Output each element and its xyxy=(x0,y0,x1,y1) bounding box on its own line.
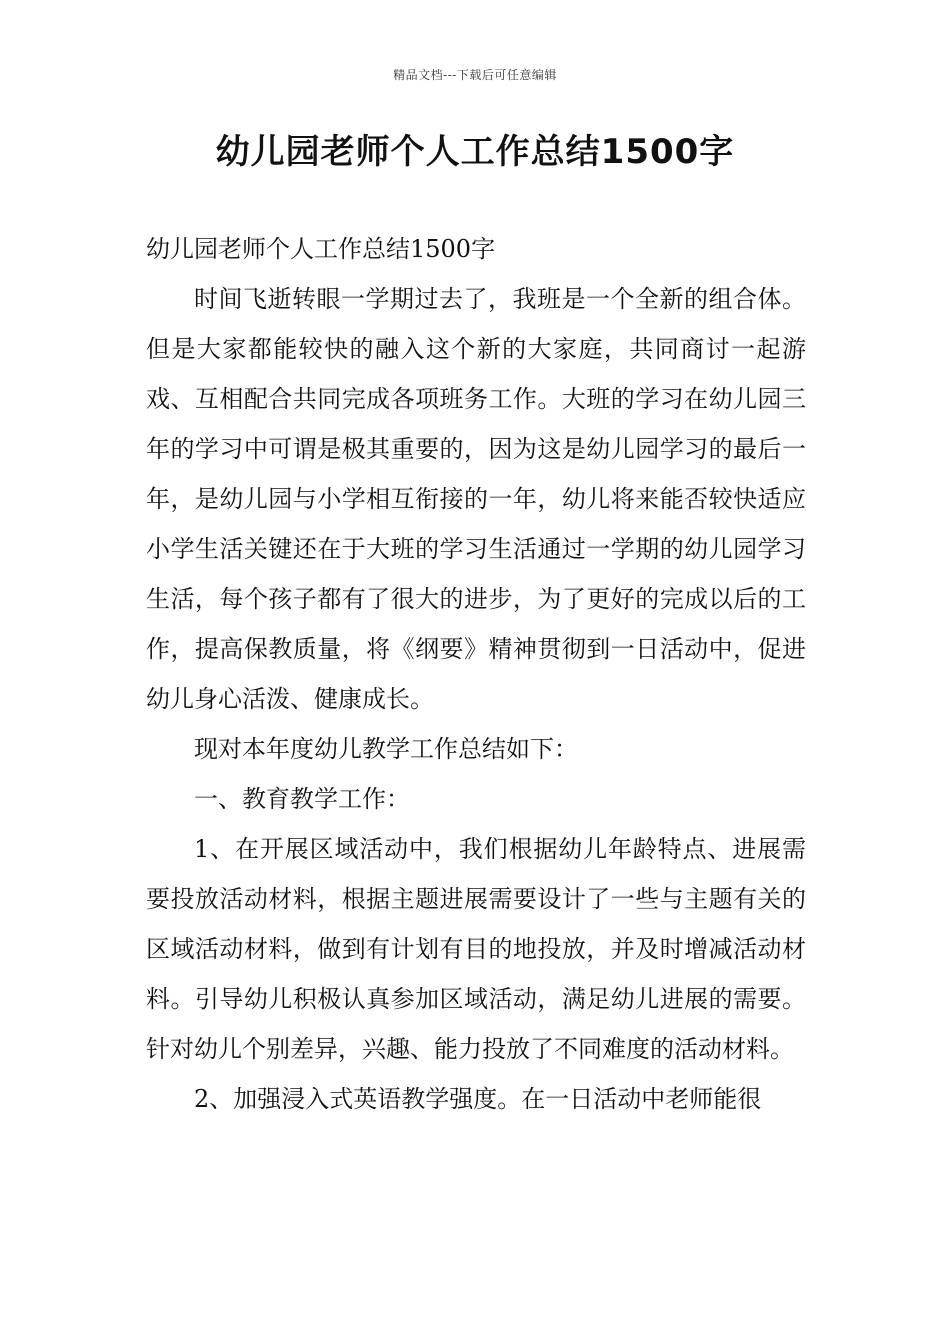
section-heading-teaching: 一、教育教学工作： xyxy=(194,785,410,813)
header-note: 精品文档---下载后可任意编辑 xyxy=(393,68,557,82)
intro-paragraph: 时间飞逝转眼一学期过去了，我班是一个全新的组合体。但是大家都能较快的融入这个新的大家庭，共同商讨一起游戏、互相配合共同完成各项班务工作。大班的学习在幼儿园三年的学习中可谓是极其重要的，因为这是幼儿园学习的最后一年，是幼儿园与小学相互衔接的一年，幼儿将来能否较快适应小学生活关键还在于大班的学习生活通过一学期的幼儿园学习生活，每个孩子都有了很大的进步，为了更好的完成以后的工作，提高保教质量，将《纲要》精神贯彻到一日活动中，促进幼儿身心活泼、健康成长。 xyxy=(146,285,806,713)
summary-intro-paragraph: 现对本年度幼儿教学工作总结如下： xyxy=(194,735,578,763)
item-1-paragraph: 1、在开展区域活动中，我们根据幼儿年龄特点、进展需要投放活动材料，根据主题进展需要设计了一些与主题有关的区域活动材料，做到有计划有目的地投放，并及时增减活动材料。引导幼儿积极认真参加区域活动，满足幼儿进展的需要。针对幼儿个别差异，兴趣、能力投放了不同难度的活动材料。 xyxy=(146,835,806,1063)
document-body xyxy=(146,224,806,1124)
document-title: 幼儿园老师个人工作总结1500字 xyxy=(215,132,735,172)
subtitle-paragraph: 幼儿园老师个人工作总结1500字 xyxy=(146,235,496,263)
item-2-paragraph: 2、加强浸入式英语教学强度。在一日活动中老师能很 xyxy=(194,1085,762,1113)
